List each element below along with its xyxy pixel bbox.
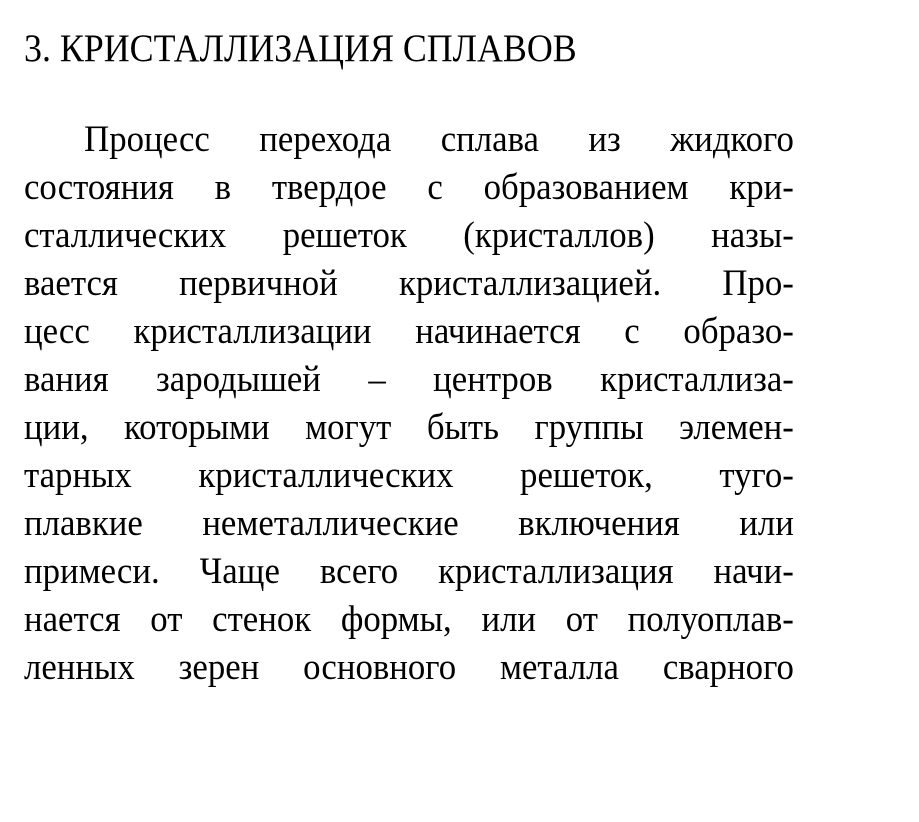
paragraph-line: Процесс перехода сплава из жидкого <box>84 119 794 160</box>
paragraph-line: вается первичной кристаллизацией. Про- <box>24 263 794 304</box>
paragraph-line: состояния в твердое с образованием кри- <box>24 167 794 208</box>
paragraph-line: ции, которыми могут быть группы элемен- <box>24 407 794 448</box>
paragraph-line: ленных зерен основного металла сварного <box>24 647 794 688</box>
paragraph-line: тарных кристаллических решеток, туго- <box>24 455 794 496</box>
paragraph-line: нается от стенок формы, или от полуоплав- <box>24 599 794 640</box>
paragraph <box>24 116 794 692</box>
paragraph-line: цесс кристаллизации начинается с образо- <box>24 311 794 352</box>
paragraph-line: плавкие неметаллические включения или <box>24 503 794 544</box>
paragraph-line: примеси. Чаще всего кристаллизация начи- <box>24 551 794 592</box>
paragraph-line: сталлических решеток (кристаллов) назы- <box>24 215 794 256</box>
paragraph-line: вания зародышей – центров кристаллиза- <box>24 359 794 400</box>
section-heading: 3. КРИСТАЛЛИЗАЦИЯ СПЛАВОВ <box>24 27 577 70</box>
